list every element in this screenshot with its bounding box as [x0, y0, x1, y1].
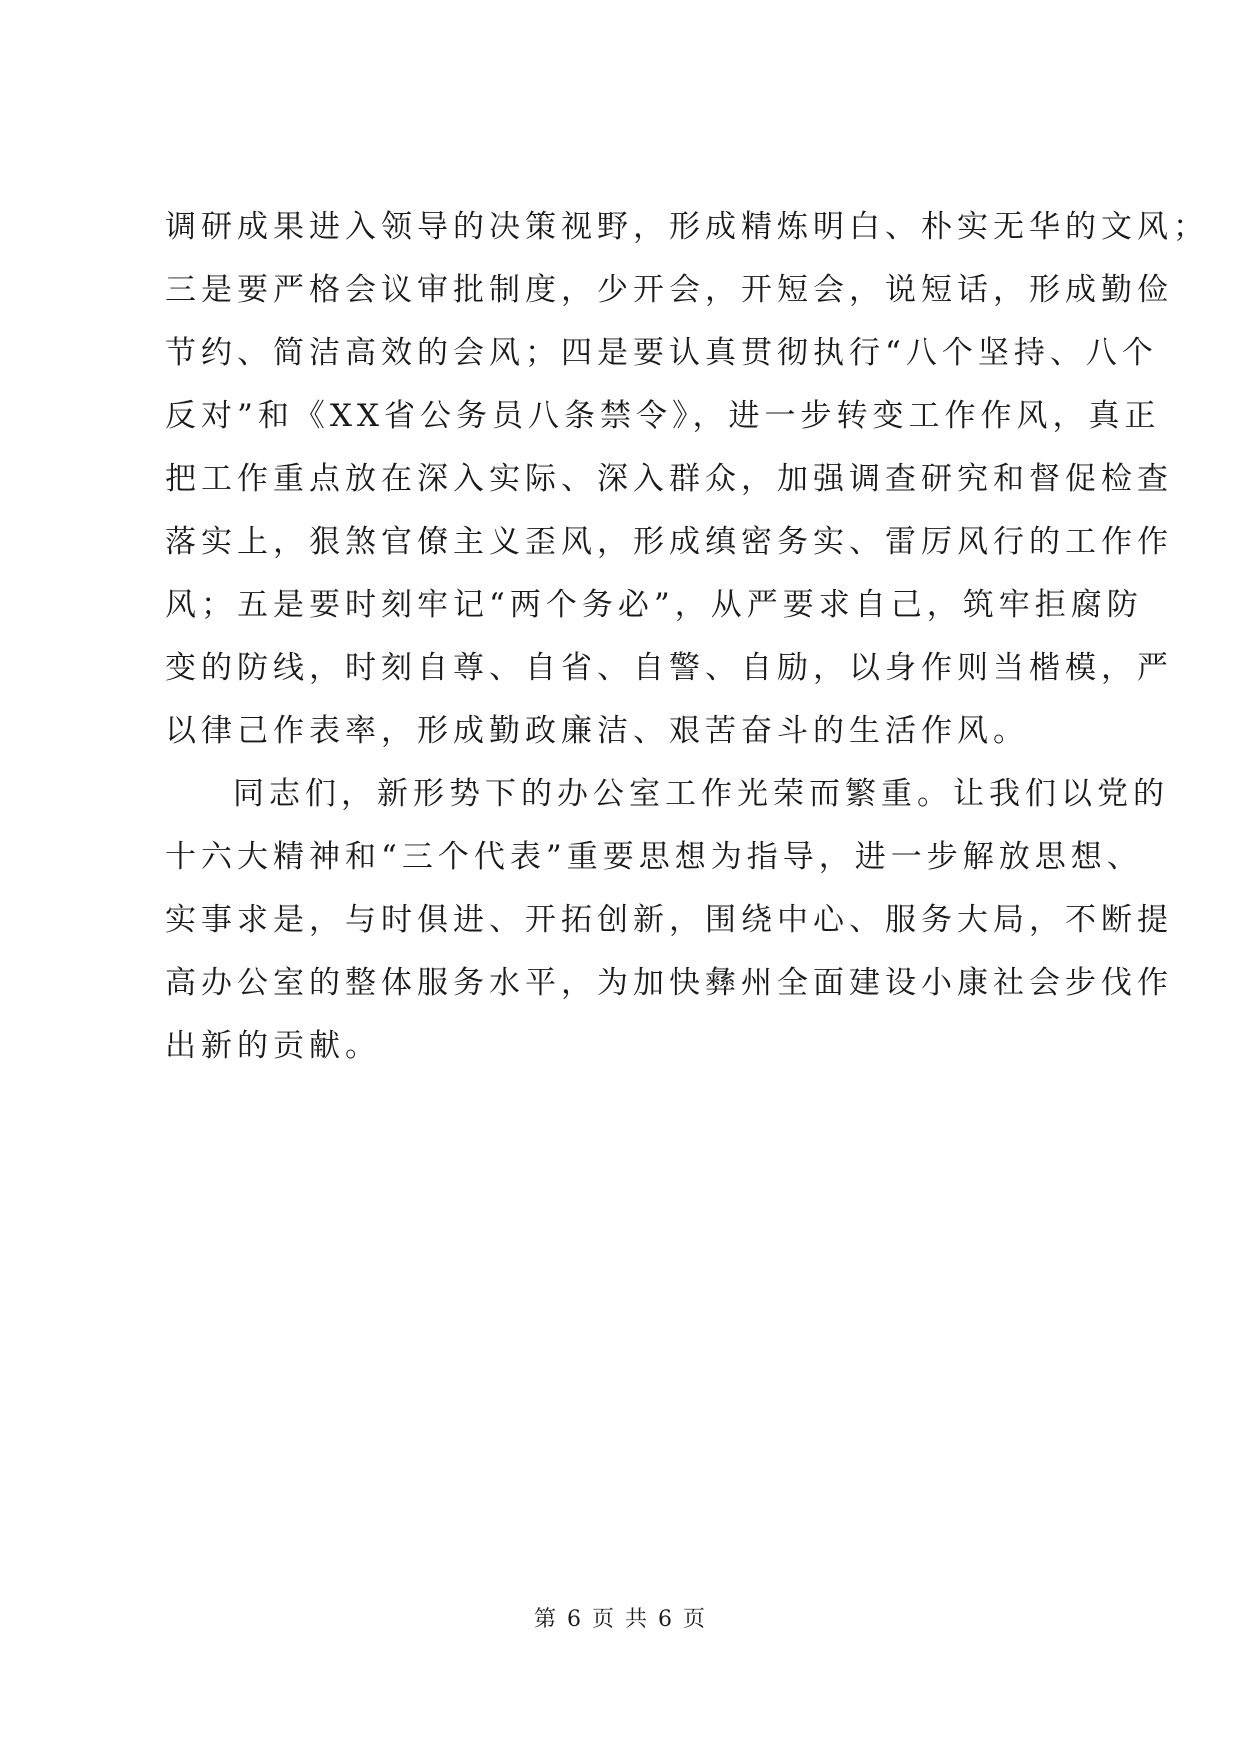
text-line: 把工作重点放在深入实际、深入群众，加强调查研究和督促检查 [165, 461, 1173, 497]
text-line: 变的防线，时刻自尊、自省、自警、自励，以身作则当楷模，严 [165, 650, 1173, 686]
text-line: 落实上，狠煞官僚主义歪风，形成缜密务实、雷厉风行的工作作 [165, 524, 1173, 560]
page-number-footer: 第 6 页 共 6 页 [534, 1607, 707, 1632]
paragraph-2 [165, 763, 1173, 1078]
document-body [165, 196, 1209, 1078]
text-line: 调研成果进入领导的决策视野，形成精炼明白、朴实无华的文风； [165, 209, 1209, 245]
text-line: 高办公室的整体服务水平，为加快彝州全面建设小康社会步伐作 [165, 965, 1173, 1001]
text-line: 节约、简洁高效的会风；四是要认真贯彻执行“八个坚持、八个 [165, 335, 1158, 371]
text-line: 十六大精神和“三个代表”重要思想为指导，进一步解放思想、 [165, 839, 1143, 875]
text-line: 反对”和《XX省公务员八条禁令》，进一步转变工作作风，真正 [165, 398, 1161, 434]
text-line: 实事求是，与时俱进、开拓创新，围绕中心、服务大局，不断提 [165, 902, 1173, 938]
text-line: 三是要严格会议审批制度，少开会，开短会，说短话，形成勤俭 [165, 272, 1173, 308]
paragraph-1 [165, 196, 1209, 763]
text-line: 以律己作表率，形成勤政廉洁、艰苦奋斗的生活作风。 [165, 713, 1029, 749]
text-line: 风；五是要时刻牢记“两个务必”，从严要求自己，筑牢拒腐防 [165, 587, 1143, 623]
text-line: 同志们，新形势下的办公室工作光荣而繁重。让我们以党的 [233, 776, 1169, 812]
text-line: 出新的贡献。 [165, 1028, 381, 1064]
